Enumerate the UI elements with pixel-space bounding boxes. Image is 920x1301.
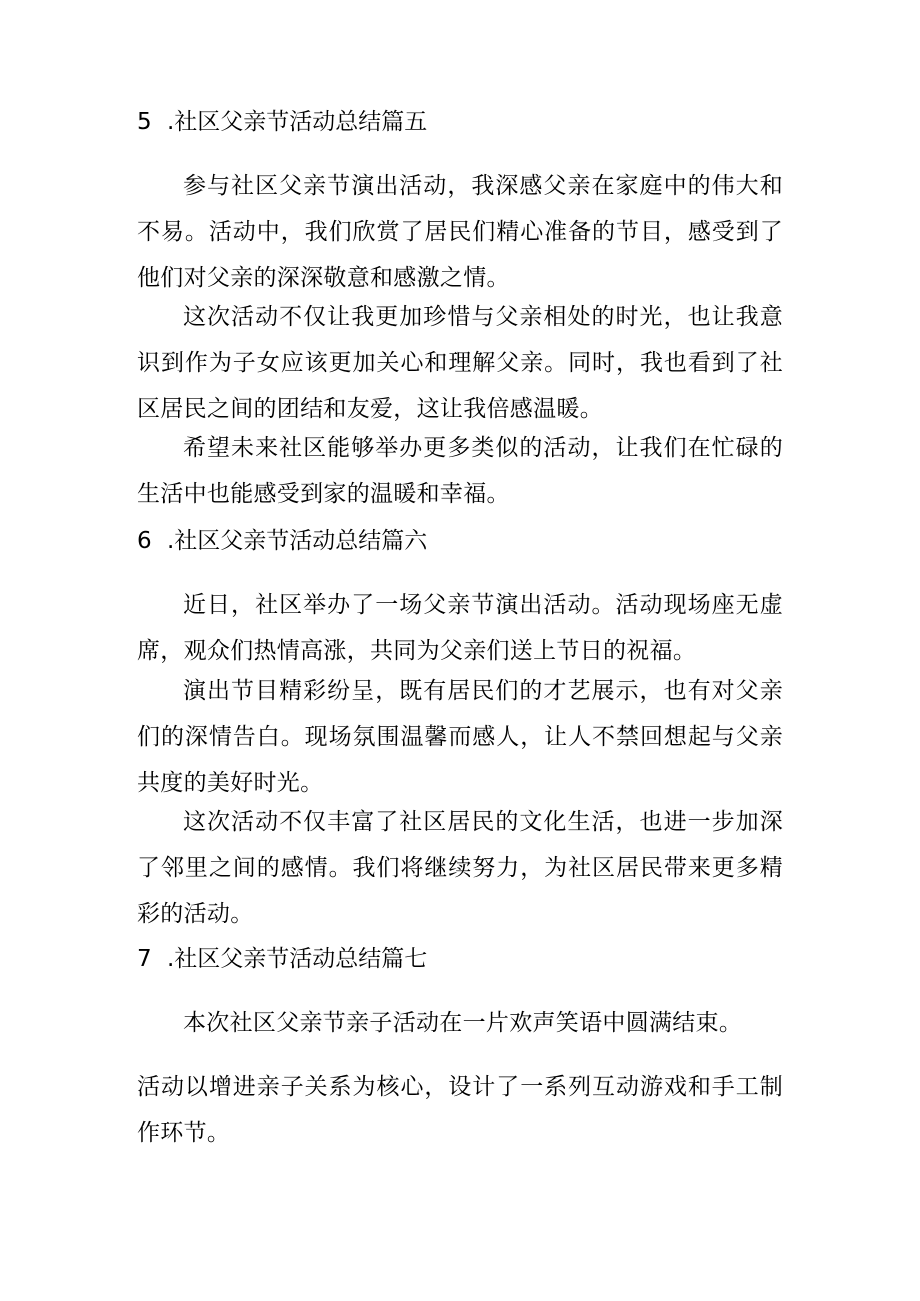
paragraph: 希望未来社区能够举办更多类似的活动，让我们在忙碌的生活中也能感受到家的温暖和幸福。 bbox=[137, 435, 783, 507]
paragraph: 本次社区父亲节亲子活动在一片欢声笑语中圆满结束。 bbox=[183, 1010, 743, 1036]
paragraph: 活动以增进亲子关系为核心，设计了一系列互动游戏和手工制作环节。 bbox=[137, 1074, 783, 1146]
section-title: .社区父亲节活动总结篇六 bbox=[167, 528, 428, 554]
section-number: 6 bbox=[137, 528, 152, 554]
section-title: .社区父亲节活动总结篇七 bbox=[167, 946, 428, 972]
paragraph: 近日，社区举办了一场父亲节演出活动。活动现场座无虚席，观众们热情高涨，共同为父亲们送上节日的祝福。 bbox=[137, 592, 783, 664]
section-number: 7 bbox=[137, 946, 152, 972]
paragraph: 参与社区父亲节演出活动，我深感父亲在家庭中的伟大和不易。活动中，我们欣赏了居民们精心准备的节目，感受到了他们对父亲的深深敬意和感激之情。 bbox=[137, 173, 783, 291]
section-number: 5 bbox=[137, 109, 152, 135]
section-title: .社区父亲节活动总结篇五 bbox=[167, 109, 428, 135]
paragraph: 这次活动不仅让我更加珍惜与父亲相处的时光，也让我意识到作为子女应该更加关心和理解父亲。同时，我也看到了社区居民之间的团结和友爱，这让我倍感温暖。 bbox=[137, 304, 783, 422]
section-heading bbox=[137, 107, 427, 137]
section-heading bbox=[137, 944, 427, 974]
paragraph: 演出节目精彩纷呈，既有居民们的才艺展示，也有对父亲们的深情告白。现场氛围温馨而感人，让人不禁回想起与父亲共度的美好时光。 bbox=[137, 678, 783, 796]
section-heading bbox=[137, 526, 427, 556]
paragraph: 这次活动不仅丰富了社区居民的文化生活，也进一步加深了邻里之间的感情。我们将继续努力，为社区居民带来更多精彩的活动。 bbox=[137, 809, 783, 927]
